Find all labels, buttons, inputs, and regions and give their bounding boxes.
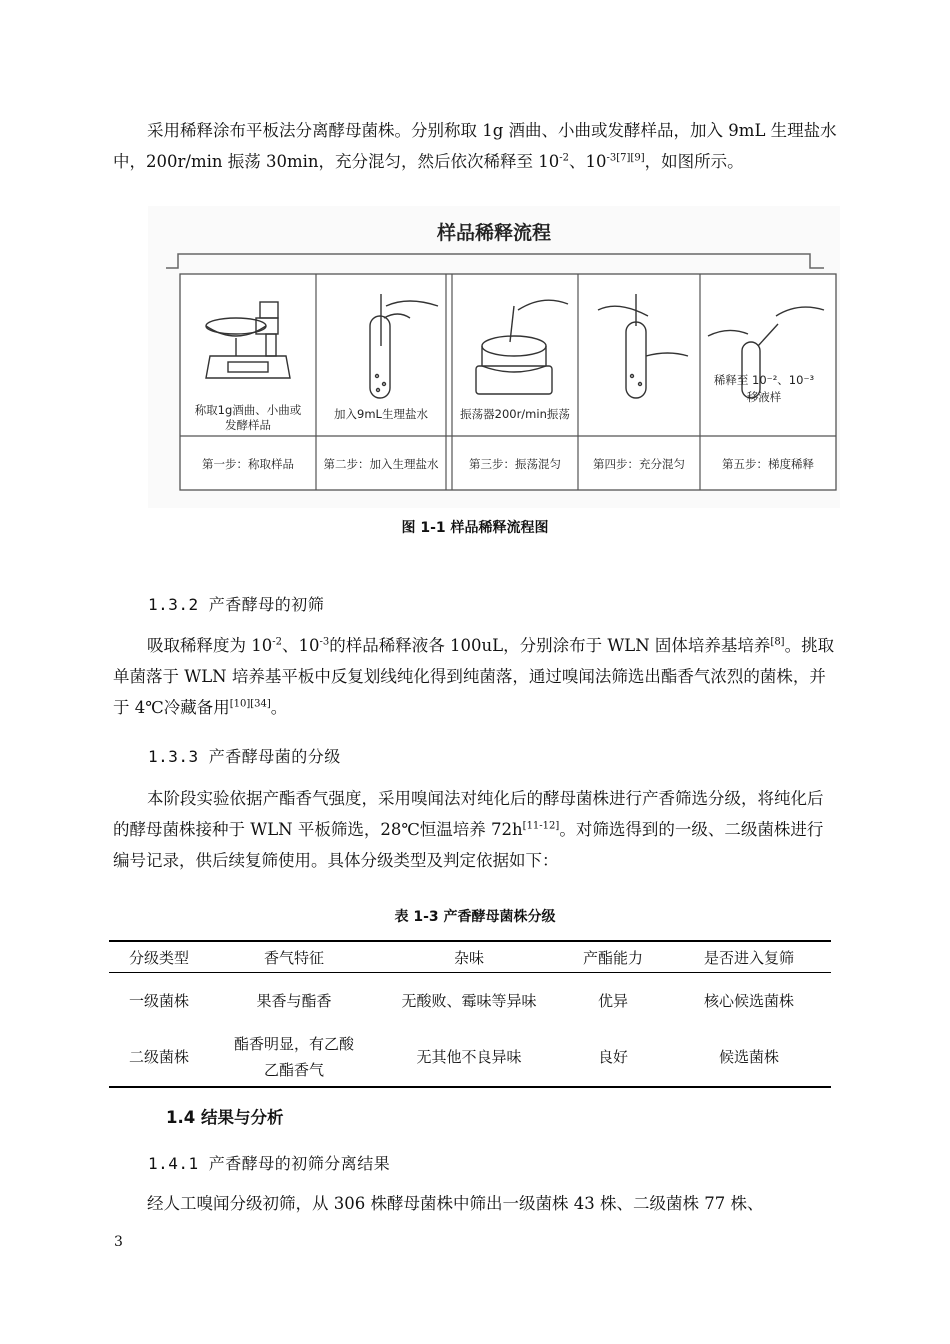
step-2-label: 第二步：加入生理盐水 [323, 457, 439, 471]
superscript: -2 [272, 636, 282, 648]
s141-paragraph: 经人工嗅闻分级初筛，从 306 株酵母菌株中筛出一级菌株 43 株、二级菌株 77 株、 [147, 1194, 764, 1213]
strain-grading-table [109, 940, 831, 1088]
superscript: -2 [559, 152, 570, 164]
s132-text: 。挑取单菌落于 WLN 培养基平板中反复划线纯化得到纯菌落，通过嗅闻法筛选出酯香气浓烈的菌株，并于 4℃冷藏备用 [113, 636, 835, 717]
column-header: 分级类型 [109, 941, 209, 973]
s133-paragraph [113, 783, 838, 876]
table-cell: 核心候选菌株 [703, 991, 794, 1010]
table-cell: 无其他不良异味 [379, 1029, 559, 1087]
table-header-row [109, 941, 831, 973]
superscript: -3 [606, 152, 617, 164]
s132-text: 的样品稀释液各 100uL，分别涂布于 WLN 固体培养基培养 [329, 636, 771, 655]
s132-paragraph [113, 630, 838, 723]
s133-text: 本阶段实验依据产酯香气强度，采用嗅闻法对纯化后的酵母菌株进行产香筛选分级，将纯化后的酵母菌株接种于 WLN 平板筛选，28℃恒温培养 72h [113, 789, 824, 839]
table-cell: 一级菌株 [128, 991, 189, 1010]
column-header: 产酯能力 [559, 941, 667, 973]
section-heading-1-3-2: 1.3.2 产香酵母的初筛 [148, 595, 325, 614]
intro-paragraph [113, 115, 838, 177]
figure-caption: 图 1-1 样品稀释流程图 [401, 520, 549, 536]
intro-text: 采用稀释涂布平板法分离酵母菌株。分别称取 1g 酒曲、小曲或发酵样品，加入 9mL 生理盐水中，200r/min 振荡 30min，充分混匀，然后依次稀释至 10 [113, 121, 837, 171]
s132-text: 、10 [282, 636, 320, 655]
intro-text: ，如图所示。 [644, 152, 744, 171]
s132-text: 吸取稀释度为 10 [147, 636, 273, 655]
table-cell: 二级菌株 [109, 1029, 209, 1087]
table-caption: 表 1-3 产香酵母菌株分级 [394, 909, 556, 925]
citation: [7][9] [616, 152, 645, 164]
panel-2-desc: 加入9mL生理盐水 [334, 407, 428, 421]
panel-1-desc: 称取1g酒曲、小曲或发酵样品 [194, 403, 302, 432]
figure-title: 样品稀释流程 [436, 222, 551, 244]
dilution-flow-figure [148, 206, 840, 508]
citation: [10][34] [229, 698, 271, 710]
citation: [11-12] [522, 820, 560, 832]
table-cell: 酯香明显，有乙酸乙酯香气 [209, 1029, 379, 1087]
superscript: -3 [319, 636, 330, 648]
section-heading-1-4-1: 1.4.1 产香酵母的初筛分离结果 [148, 1154, 391, 1173]
section-heading-1-4: 1.4 结果与分析 [166, 1108, 284, 1127]
table-cell: 优异 [597, 991, 628, 1010]
s133-text: 。对筛选得到的一级、二级菌株进行编号记录，供后续复筛使用。具体分级类型及判定依据如下： [113, 820, 824, 870]
panel-3-desc: 振荡器200r/min振荡 [460, 407, 570, 421]
table-cell: 候选菌株 [667, 1029, 831, 1087]
column-header: 是否进入复筛 [667, 941, 831, 973]
figure-illustration [148, 206, 840, 508]
step-4-label: 第四步：充分混匀 [593, 457, 685, 471]
column-header: 香气特征 [209, 941, 379, 973]
column-header: 杂味 [379, 941, 559, 973]
step-1-label: 第一步：称取样品 [202, 457, 294, 471]
step-3-label: 第三步：振荡混匀 [469, 457, 561, 471]
table-cell: 良好 [559, 1029, 667, 1087]
s132-text: 。 [270, 698, 288, 717]
step-5-label: 第五步：梯度稀释 [722, 457, 814, 471]
table-cell: 果香与酯香 [256, 991, 332, 1010]
intro-text: 、10 [569, 152, 607, 171]
table-row [109, 1029, 831, 1087]
page-number: 3 [114, 1234, 123, 1250]
citation: [8] [770, 636, 785, 648]
section-heading-1-3-3: 1.3.3 产香酵母菌的分级 [148, 747, 341, 766]
panel-5-desc: 稀释至 10⁻²、10⁻³ 移液样 [713, 373, 815, 404]
table-cell: 无酸败、霉味等异味 [401, 991, 537, 1010]
table-row [109, 973, 831, 1029]
